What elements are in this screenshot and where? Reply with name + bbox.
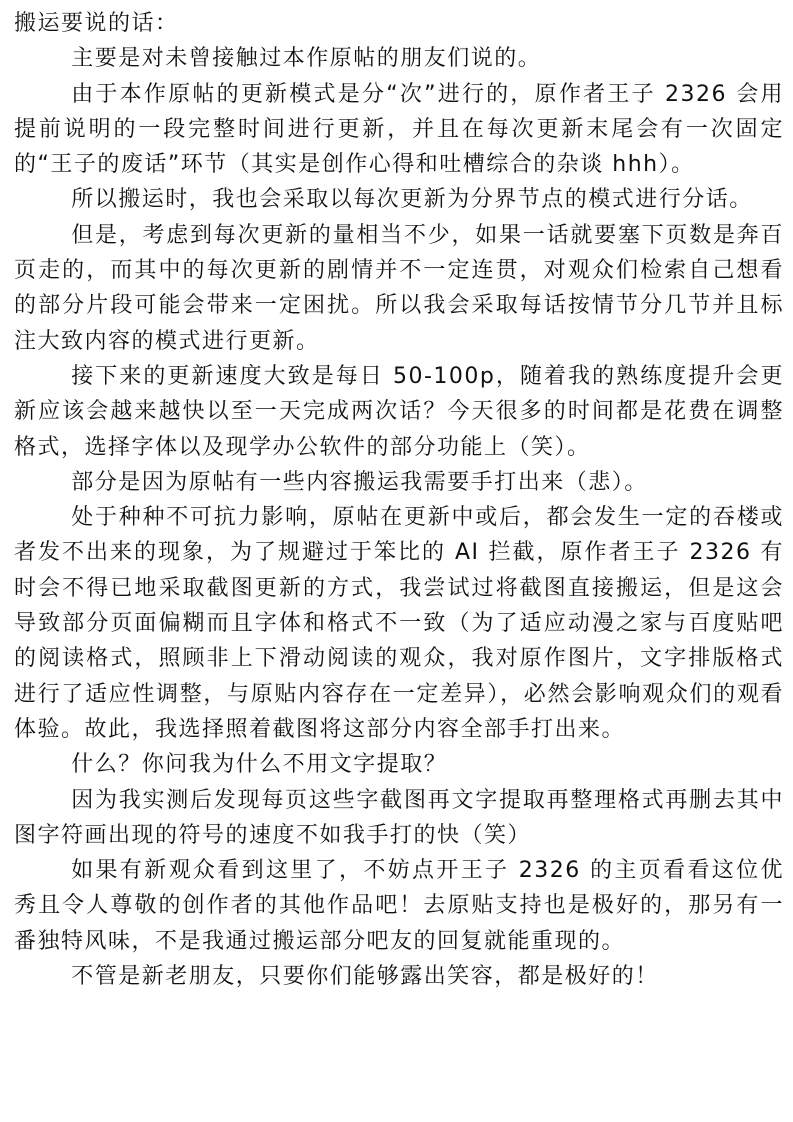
paragraph-update-mode: 由于本作原帖的更新模式是分“次”进行的，原作者王子 2326 会用提前说明的一段完整时间进行更新，并且在每次更新末尾会有一次固定的“王子的废话”环节（其实是创作心得和吐槽综合的杂谈 hhh）。	[14, 81, 784, 178]
document-body	[14, 6, 784, 994]
paragraph-chapter-division: 所以搬运时，我也会采取以每次更新为分界节点的模式进行分话。	[71, 187, 753, 213]
paragraph-manual-typing: 部分是因为原帖有一些内容搬运我需要手打出来（悲）。	[71, 469, 648, 495]
paragraph-intro: 主要是对未曾接触过本作原帖的朋友们说的。	[71, 46, 542, 72]
paragraph-question: 什么？你问我为什么不用文字提取？	[71, 752, 448, 778]
document-heading: 搬运要说的话：	[14, 11, 179, 36]
paragraph-recommendation: 如果有新观众看到这里了，不妨点开王子 2326 的主页看看这位优秀且令人尊敬的创作者的其他作品吧！去原贴支持也是极好的，那另有一番独特风味，不是我通过搬运部分吧友的回复就能重现的。	[14, 858, 784, 954]
paragraph-update-speed: 接下来的更新速度大致是每日 50-100p，随着我的熟练度提升会更新应该会越来越快以至一天完成两次话？今天很多的时间都是花费在调整格式，选择字体以及现学办公软件的部分功能上（笑）。	[14, 363, 784, 460]
paragraph-closing: 不管是新老朋友，只要你们能够露出笑容，都是极好的！	[71, 964, 659, 990]
paragraph-screenshot-issue: 处于种种不可抗力影响，原帖在更新中或后，都会发生一定的吞楼或者发不出来的现象，为了规避过于笨比的 AI 拦截，原作者王子 2326 有时会不得已地采取截图更新的方式，我尝试过将截图直接搬运，但是这会导致部分页面偏糊而且字体和格式不一致（为了适应动漫之家与百度贴吧的阅读格式，照顾非上下滑动阅读的观众，我对原作图片，文字排版格式进行了适应性调整，与原贴内容存在一定差异），必然会影响观众们的观看体验。故此，我选择照着截图将这部分内容全部手打出来。	[14, 505, 784, 742]
paragraph-sections: 但是，考虑到每次更新的量相当不少，如果一话就要塞下页数是奔百页走的，而其中的每次更新的剧情并不一定连贯，对观众们检索自己想看的部分片段可能会带来一定困扰。所以我会采取每话按情节分几节并且标注大致内容的模式进行更新。	[14, 222, 784, 354]
paragraph-answer: 因为我实测后发现每页这些字截图再文字提取再整理格式再删去其中图字符画出现的符号的速度不如我手打的快（笑）	[14, 787, 784, 848]
